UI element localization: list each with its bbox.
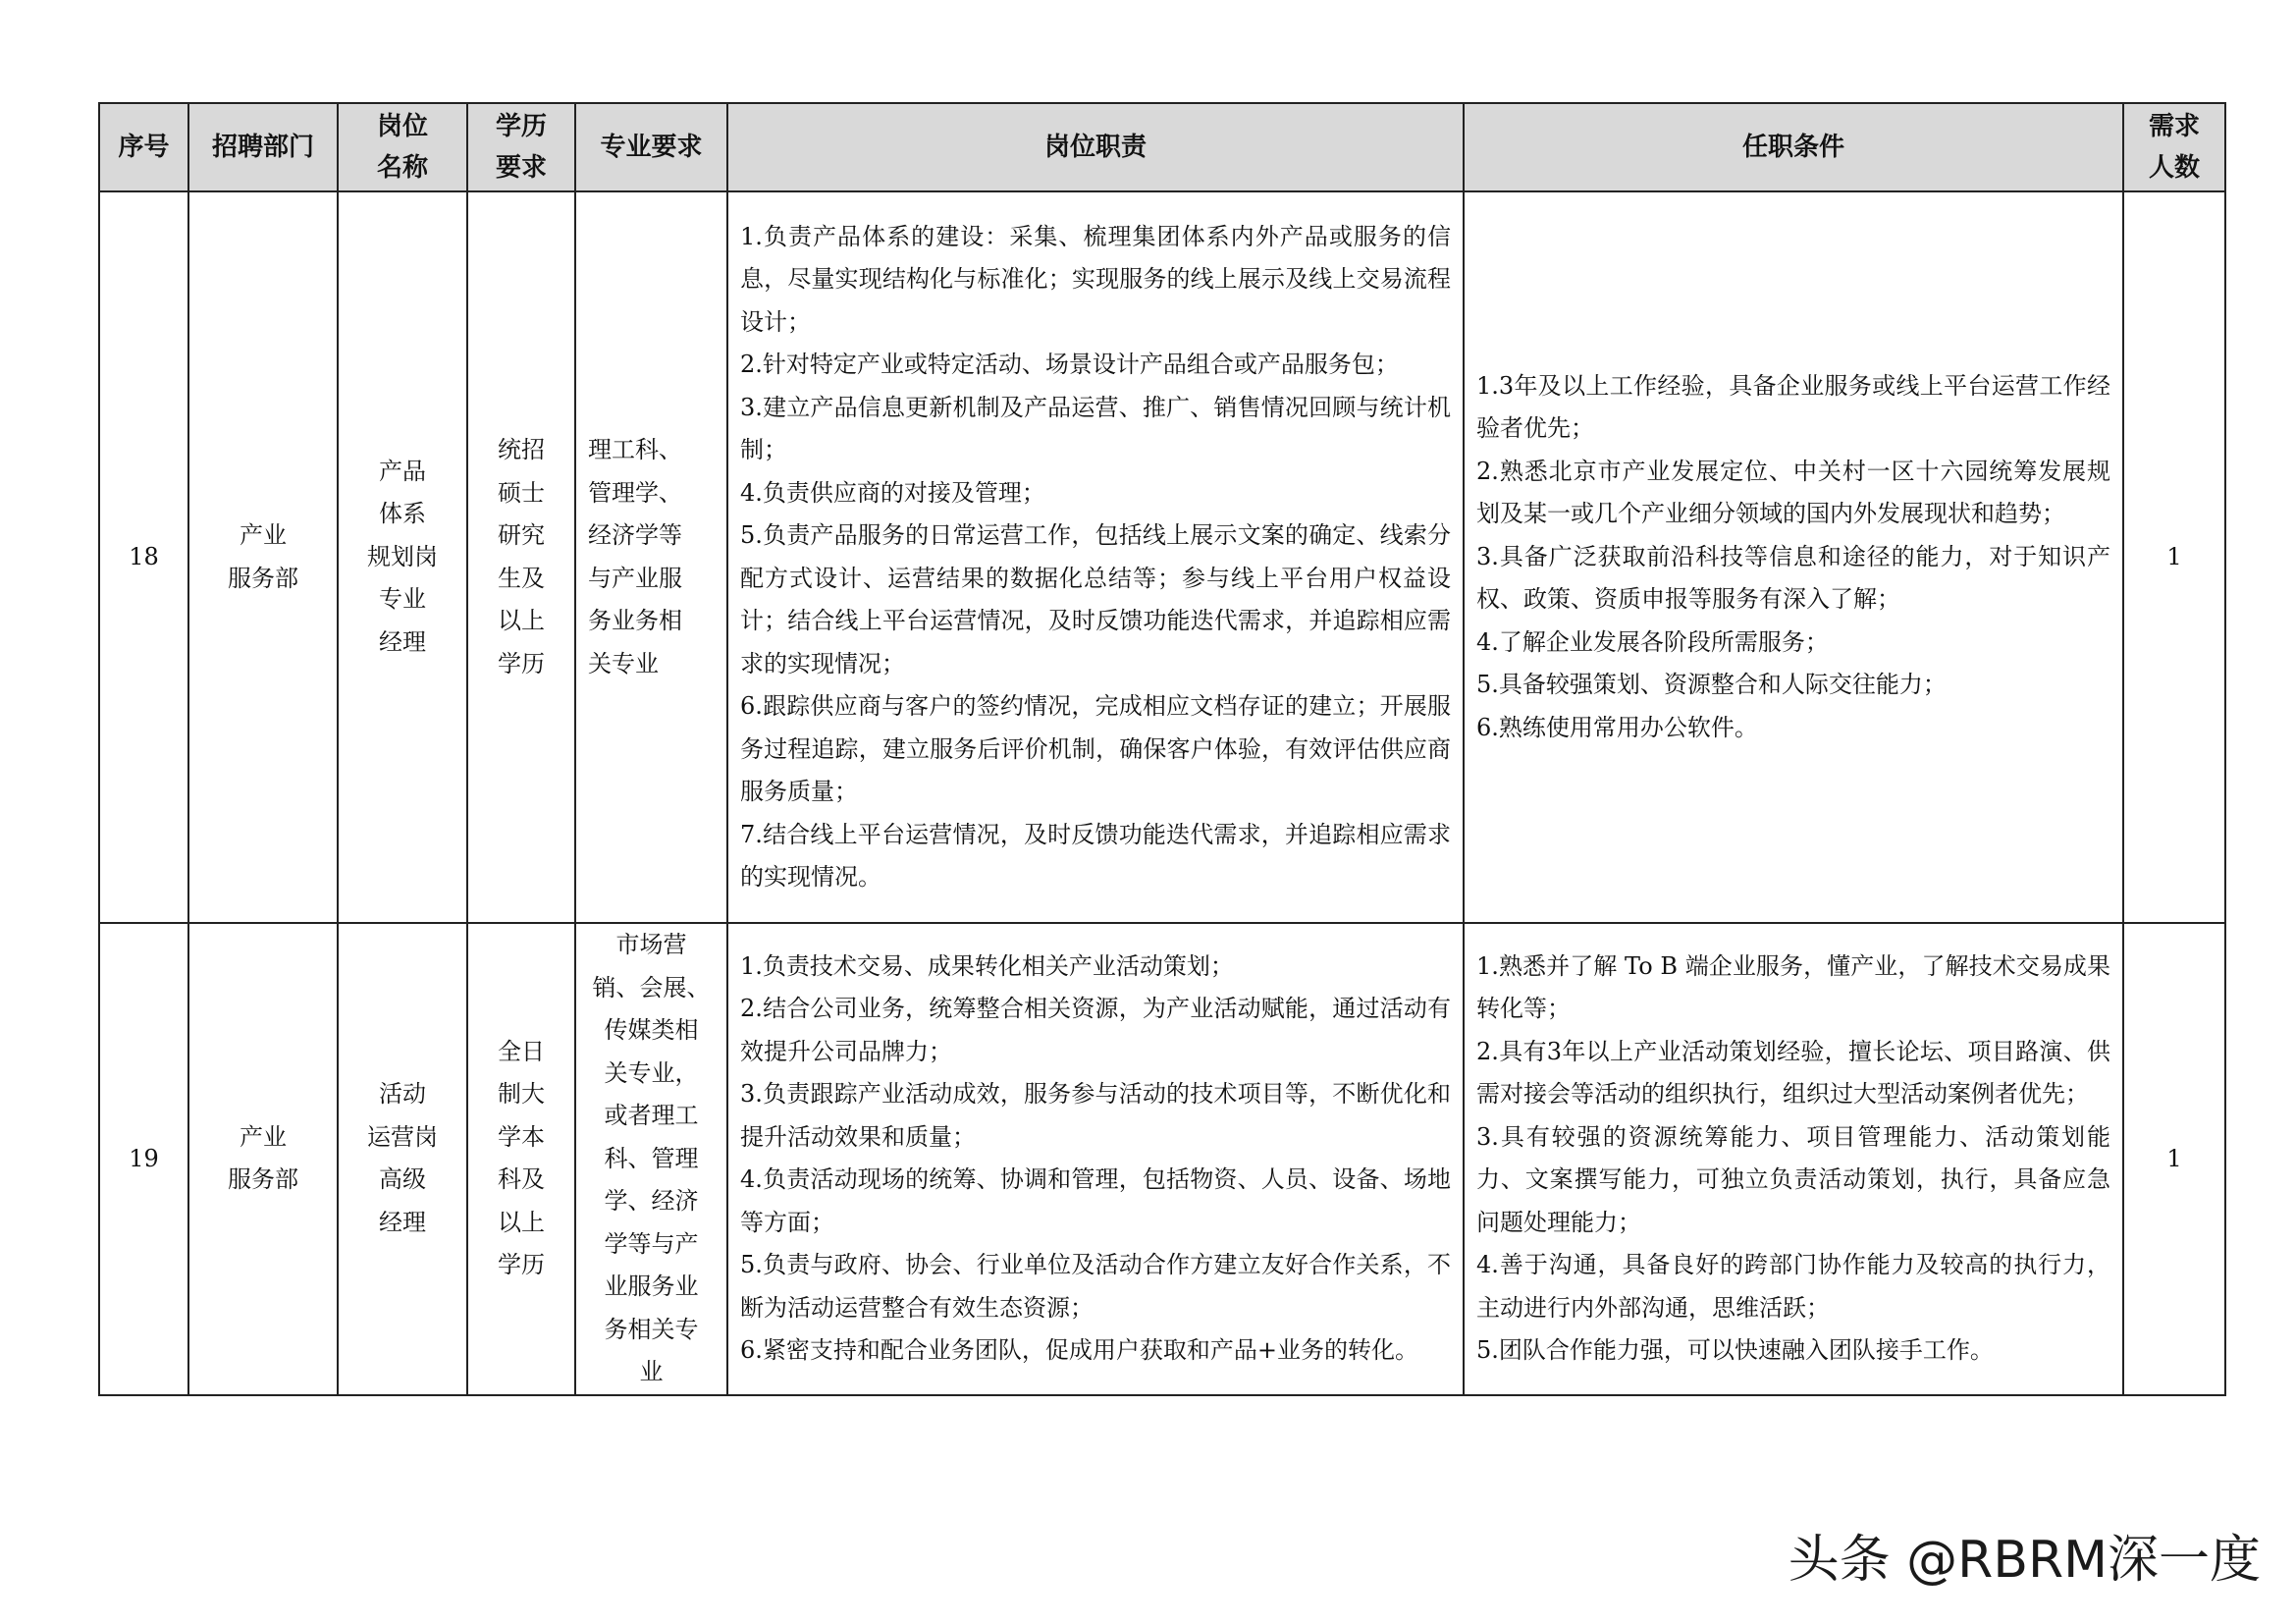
major-line: 学等与产 <box>604 1229 699 1258</box>
job-table <box>98 102 2226 1396</box>
row-seq: 18 <box>99 191 188 923</box>
header-requirements: 任职条件 <box>1464 103 2123 191</box>
major-line: 业服务业 <box>604 1272 699 1300</box>
major-line: 务相关专 <box>604 1315 699 1343</box>
education-line: 生及 <box>498 564 545 592</box>
position-line: 规划岗 <box>367 542 438 570</box>
education-line: 制大 <box>498 1080 545 1109</box>
header-headcount-line1: 需求 <box>2148 112 2200 141</box>
duty-item: 6.跟踪供应商与客户的签约情况，完成相应文档存证的建立；开展服务过程追踪，建立服务后评价机制，确保客户体验，有效评估供应商服务质量； <box>740 692 1451 805</box>
education-line: 学本 <box>498 1122 545 1151</box>
requirement-item: 5.团队合作能力强，可以快速融入团队接手工作。 <box>1476 1336 1994 1365</box>
header-headcount <box>2123 103 2225 191</box>
watermark: 头条 @RBRM深一度 <box>1788 1531 2261 1590</box>
position-line: 经理 <box>379 1208 426 1236</box>
row-dept <box>188 191 338 923</box>
duty-item: 7.结合线上平台运营情况，及时反馈功能迭代需求，并追踪相应需求的实现情况。 <box>740 820 1451 891</box>
education-line: 以上 <box>498 1208 545 1236</box>
duty-item: 2.结合公司业务，统筹整合相关资源，为产业活动赋能，通过活动有效提升公司品牌力； <box>740 995 1451 1065</box>
major-line: 务业务相 <box>588 607 682 634</box>
row-major <box>575 923 727 1395</box>
position-line: 经理 <box>379 627 426 656</box>
duty-item: 2.针对特定产业或特定活动、场景设计产品组合或产品服务包； <box>740 351 1399 378</box>
education-line: 以上 <box>498 607 545 634</box>
duty-item: 6.紧密支持和配合业务团队，促成用户获取和产品+业务的转化。 <box>740 1336 1419 1365</box>
header-dept: 招聘部门 <box>188 103 338 191</box>
row-duties <box>727 923 1464 1395</box>
education-line: 硕士 <box>498 478 545 507</box>
row-duties <box>727 191 1464 923</box>
major-line: 管理学、 <box>588 478 682 507</box>
major-line: 科、管理 <box>604 1144 699 1172</box>
requirement-item: 5.具备较强策划、资源整合和人际交往能力； <box>1476 671 1947 699</box>
dept-line: 产业 <box>240 521 287 549</box>
duty-item: 1.负责技术交易、成果转化相关产业活动策划； <box>740 951 1234 980</box>
header-education <box>467 103 575 191</box>
major-line: 与产业服 <box>588 564 682 592</box>
header-education-line1: 学历 <box>495 112 547 141</box>
major-line: 传媒类相 <box>604 1016 699 1044</box>
table-row <box>99 191 2225 923</box>
header-duties: 岗位职责 <box>727 103 1464 191</box>
position-line: 活动 <box>379 1080 426 1109</box>
position-line: 专业 <box>379 585 426 614</box>
position-line: 产品 <box>379 457 426 485</box>
header-row <box>99 103 2225 191</box>
requirement-item: 4.善于沟通，具备良好的跨部门协作能力及较高的执行力，主动进行内外部沟通，思维活跃； <box>1476 1251 2110 1322</box>
major-line: 经济学等 <box>588 521 682 549</box>
header-major: 专业要求 <box>575 103 727 191</box>
table-row <box>99 923 2225 1395</box>
header-education-line2: 要求 <box>495 153 547 183</box>
header-seq: 序号 <box>99 103 188 191</box>
requirement-item: 4.了解企业发展各阶段所需服务； <box>1476 627 1829 656</box>
position-line: 运营岗 <box>367 1122 438 1151</box>
requirement-item: 1.熟悉并了解 To B 端企业服务，懂产业，了解技术交易成果转化等； <box>1476 951 2110 1023</box>
row-position <box>338 923 467 1395</box>
requirement-item: 3.具有较强的资源统筹能力、项目管理能力、活动策划能力、文案撰写能力，可独立负责活动策划，执行，具备应急问题处理能力； <box>1476 1122 2110 1236</box>
duty-item: 5.负责与政府、协会、行业单位及活动合作方建立友好合作关系，不断为活动运营整合有效生态资源； <box>740 1251 1451 1322</box>
position-line: 高级 <box>379 1165 426 1194</box>
requirement-item: 3.具备广泛获取前沿科技等信息和途径的能力，对于知识产权、政策、资质申报等服务有深入了解； <box>1476 542 2110 614</box>
row-major <box>575 191 727 923</box>
requirement-item: 1.3年及以上工作经验，具备企业服务或线上平台运营工作经验者优先； <box>1476 371 2110 443</box>
dept-line: 服务部 <box>228 564 298 592</box>
duty-item: 3.建立产品信息更新机制及产品运营、推广、销售情况回顾与统计机制； <box>740 393 1451 463</box>
row-education <box>467 191 575 923</box>
row-education <box>467 923 575 1395</box>
duty-item: 4.负责活动现场的统筹、协调和管理，包括物资、人员、设备、场地等方面； <box>740 1165 1451 1236</box>
requirement-item: 6.熟练使用常用办公软件。 <box>1476 713 1758 741</box>
header-position-line1: 岗位 <box>376 112 428 141</box>
major-line: 业 <box>639 1358 664 1385</box>
major-line: 或者理工 <box>604 1102 699 1129</box>
education-line: 全日 <box>498 1037 545 1065</box>
row-dept <box>188 923 338 1395</box>
major-line: 学、经济 <box>604 1187 699 1215</box>
major-line: 关专业 <box>588 649 659 677</box>
row-position <box>338 191 467 923</box>
dept-line: 服务部 <box>228 1165 298 1194</box>
major-line: 市场营 <box>615 931 687 958</box>
row-headcount: 1 <box>2123 923 2225 1395</box>
duty-item: 5.负责产品服务的日常运营工作，包括线上展示文案的确定、线索分配方式设计、运营结果的数据化总结等；参与线上平台用户权益设计；结合线上平台运营情况，及时反馈功能迭代需求，并追踪相应需求的实现情况； <box>740 521 1451 677</box>
duty-item: 3.负责跟踪产业活动成效，服务参与活动的技术项目等，不断优化和提升活动效果和质量； <box>740 1080 1451 1151</box>
dept-line: 产业 <box>240 1122 287 1151</box>
education-line: 统招 <box>498 436 545 463</box>
position-line: 体系 <box>379 500 426 528</box>
major-line: 销、会展、 <box>592 973 711 1001</box>
education-line: 学历 <box>498 649 545 677</box>
header-position <box>338 103 467 191</box>
major-line: 关专业， <box>604 1058 699 1087</box>
education-line: 学历 <box>498 1251 545 1279</box>
duty-item: 1.负责产品体系的建设：采集、梳理集团体系内外产品或服务的信息，尽量实现结构化与标准化；实现服务的线上展示及线上交易流程设计； <box>740 222 1451 336</box>
row-requirements <box>1464 923 2123 1395</box>
education-line: 科及 <box>498 1165 545 1194</box>
requirement-item: 2.熟悉北京市产业发展定位、中关村一区十六园统筹发展规划及某一或几个产业细分领域的国内外发展现状和趋势； <box>1476 457 2110 528</box>
major-line: 理工科、 <box>588 436 682 463</box>
education-line: 研究 <box>498 521 545 549</box>
requirement-item: 2.具有3年以上产业活动策划经验，擅长论坛、项目路演、供需对接会等活动的组织执行，组织过大型活动案例者优先； <box>1476 1037 2110 1109</box>
duty-item: 4.负责供应商的对接及管理； <box>740 478 1045 507</box>
row-headcount: 1 <box>2123 191 2225 923</box>
row-seq: 19 <box>99 923 188 1395</box>
header-headcount-line2: 人数 <box>2148 153 2200 183</box>
header-position-line2: 名称 <box>376 153 428 183</box>
row-requirements <box>1464 191 2123 923</box>
